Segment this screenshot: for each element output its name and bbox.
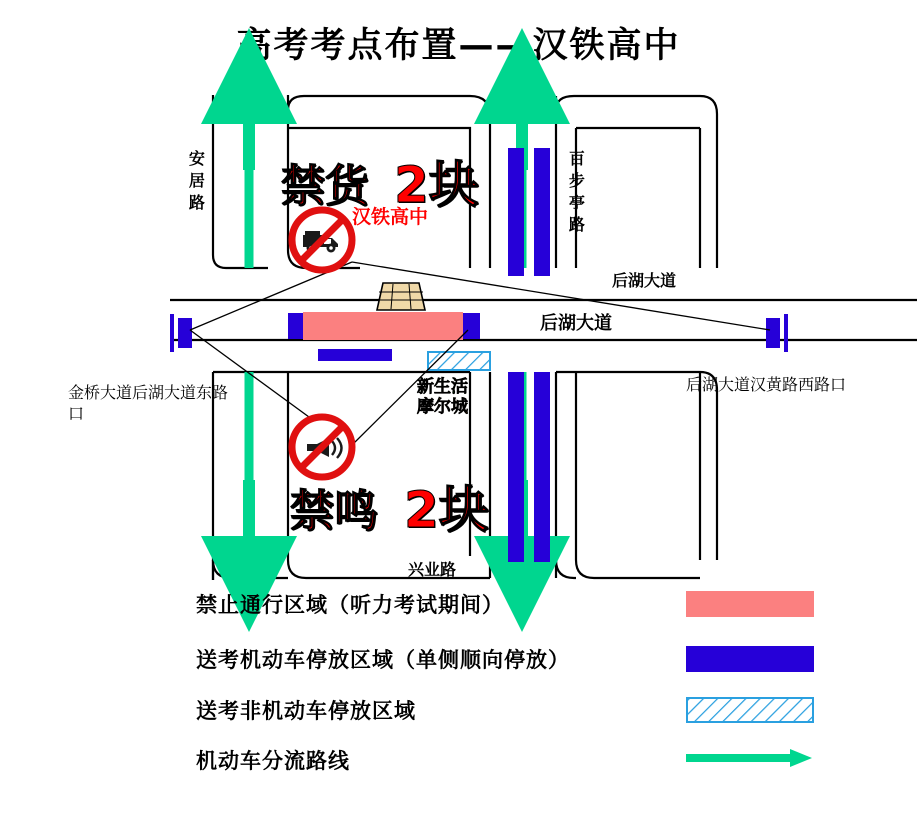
school-gate-icon bbox=[377, 283, 425, 310]
mall-label bbox=[417, 378, 468, 417]
legend-item-car-parking bbox=[196, 644, 896, 678]
road-label-baibutinglu: 百步亭路 bbox=[566, 150, 586, 238]
road-label-xingyelu: 兴业路 bbox=[408, 560, 457, 579]
no-truck-count: 2块 bbox=[394, 156, 479, 214]
intersection-label-jinqiao: 金桥大道后湖大道东路口 bbox=[68, 383, 229, 423]
no-horn-count: 2块 bbox=[404, 481, 489, 539]
legend-item-bike-parking bbox=[196, 695, 896, 729]
no-horn-sign bbox=[292, 417, 352, 477]
legend-item-diversion-route bbox=[196, 745, 896, 779]
road-label-houhudadao-upper: 后湖大道 bbox=[612, 271, 677, 290]
no-passing-zone bbox=[303, 312, 463, 340]
legend-item-no-passing bbox=[196, 589, 896, 623]
legend-swatch-car-parking bbox=[686, 646, 814, 672]
no-truck-label: 禁货 bbox=[281, 161, 369, 212]
intersection-label-hanhuang: 后湖大道汉黄路西路口 bbox=[685, 375, 846, 394]
mall-label-line2: 摩尔城 bbox=[417, 396, 468, 417]
road-label-anjulu: 安居路 bbox=[186, 150, 206, 216]
mall-label-line1: 新生活 bbox=[417, 377, 468, 397]
no-truck-sign bbox=[292, 210, 352, 270]
legend-label-car-parking: 送考机动车停放区域（单侧顺向停放） bbox=[196, 648, 570, 672]
page-title: 高考考点布置——汉铁高中 bbox=[236, 26, 681, 66]
road-label-houhudadao-main: 后湖大道 bbox=[540, 313, 612, 334]
legend-label-no-passing: 禁止通行区域（听力考试期间） bbox=[196, 593, 504, 617]
legend-label-diversion-route: 机动车分流路线 bbox=[196, 749, 350, 773]
no-horn-label: 禁鸣 bbox=[290, 486, 378, 537]
school-label: 汉铁高中 bbox=[352, 206, 429, 228]
legend-swatch-bike-parking bbox=[686, 697, 814, 723]
hatch-swatch-icon bbox=[688, 699, 812, 721]
legend-swatch-no-passing bbox=[686, 591, 814, 617]
legend-label-bike-parking: 送考非机动车停放区域 bbox=[196, 699, 416, 723]
